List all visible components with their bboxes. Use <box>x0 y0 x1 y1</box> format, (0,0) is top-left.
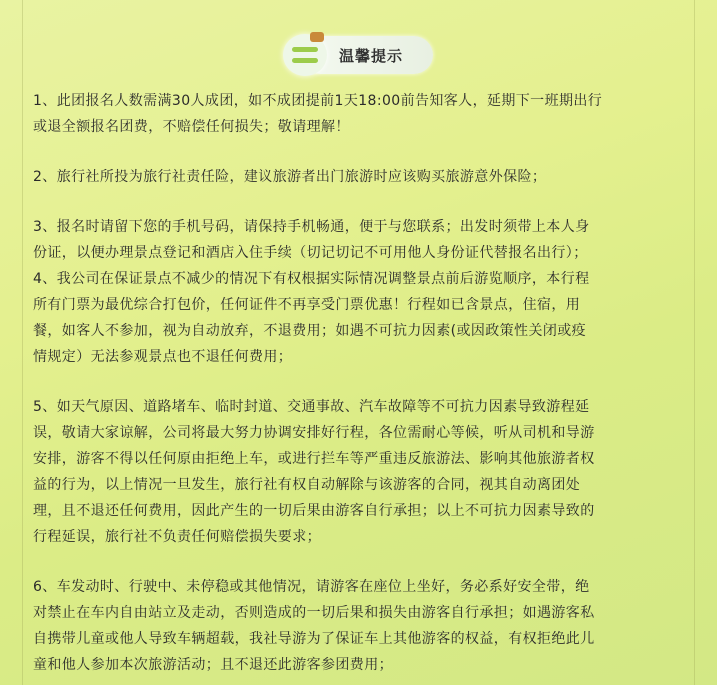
paragraph-5 <box>33 394 685 550</box>
notice-content <box>33 88 685 678</box>
text-line: 理，且不退还任何费用，因此产生的一切后果由游客自行承担；以上不可抗力因素导致的 <box>33 503 595 519</box>
text-line: 3、报名时请留下您的手机号码，请保持手机畅通，便于与您联系；出发时须带上本人身 <box>33 219 590 235</box>
text-line: 5、如天气原因、道路堵车、临时封道、交通事故、汽车故障等不可抗力因素导致游程延 <box>33 399 590 415</box>
paragraph-3-4 <box>33 214 685 370</box>
text-line: 所有门票为最优综合打包价，任何证件不再享受门票优惠！行程如已含景点，住宿，用 <box>33 297 581 313</box>
frame-line-left <box>22 0 23 685</box>
paragraph-1 <box>33 88 685 140</box>
text-line: 4、我公司在保证景点不减少的情况下有权根据实际情况调整景点前后游览顺序，本行程 <box>33 271 590 287</box>
text-line: 餐，如客人不参加，视为自动放弃，不退费用；如遇不可抗力因素(或因政策性关闭或疫 <box>33 323 587 339</box>
text-line: 对禁止在车内自由站立及走动，否则造成的一切后果和损失由游客自行承担；如遇游客私 <box>33 605 595 621</box>
paragraph-2 <box>33 164 685 190</box>
text-line: 益的行为，以上情况一旦发生，旅行社有权自动解除与该游客的合同，视其自动离团处 <box>33 477 581 493</box>
section-header <box>283 36 433 74</box>
text-line: 误，敬请大家谅解，公司将最大努力协调安排好行程，各位需耐心等候，听从司机和导游 <box>33 425 595 441</box>
text-line: 或退全额报名团费，不赔偿任何损失；敬请理解！ <box>33 119 350 135</box>
page-title: 温馨提示 <box>339 47 404 65</box>
text-line: 自携带儿童或他人导致车辆超载，我社导游为了保证车上其他游客的权益，有权拒绝此儿 <box>33 631 595 647</box>
text-line: 6、车发动时、行驶中、未停稳或其他情况，请游客在座位上坐好，务必系好安全带，绝 <box>33 579 590 595</box>
frame-line-right <box>694 0 695 685</box>
text-line: 童和他人参加本次旅游活动；且不退还此游客参团费用； <box>33 657 393 673</box>
paragraph-6 <box>33 574 685 678</box>
text-line: 2、旅行社所投为旅行社责任险，建议旅游者出门旅游时应该购买旅游意外保险； <box>33 169 547 185</box>
text-line: 份证，以便办理景点登记和酒店入住手续（切记切记不可用他人身份证代替报名出行）； <box>33 245 588 261</box>
badge-bar-top <box>292 47 318 52</box>
text-line: 安排，游客不得以任何原由拒绝上车，或进行拦车等严重违反旅游法、影响其他旅游者权 <box>33 451 595 467</box>
text-line: 行程延误，旅行社不负责任何赔偿损失要求； <box>33 529 321 545</box>
seal-stamp-icon <box>310 32 324 42</box>
text-line: 1、此团报名人数需满30人成团，如不成团提前1天18:00前告知客人，延期下一班期出行 <box>33 93 603 109</box>
badge-bar-bottom <box>292 58 318 63</box>
text-line: 情规定）无法参观景点也不退任何费用； <box>33 349 293 365</box>
